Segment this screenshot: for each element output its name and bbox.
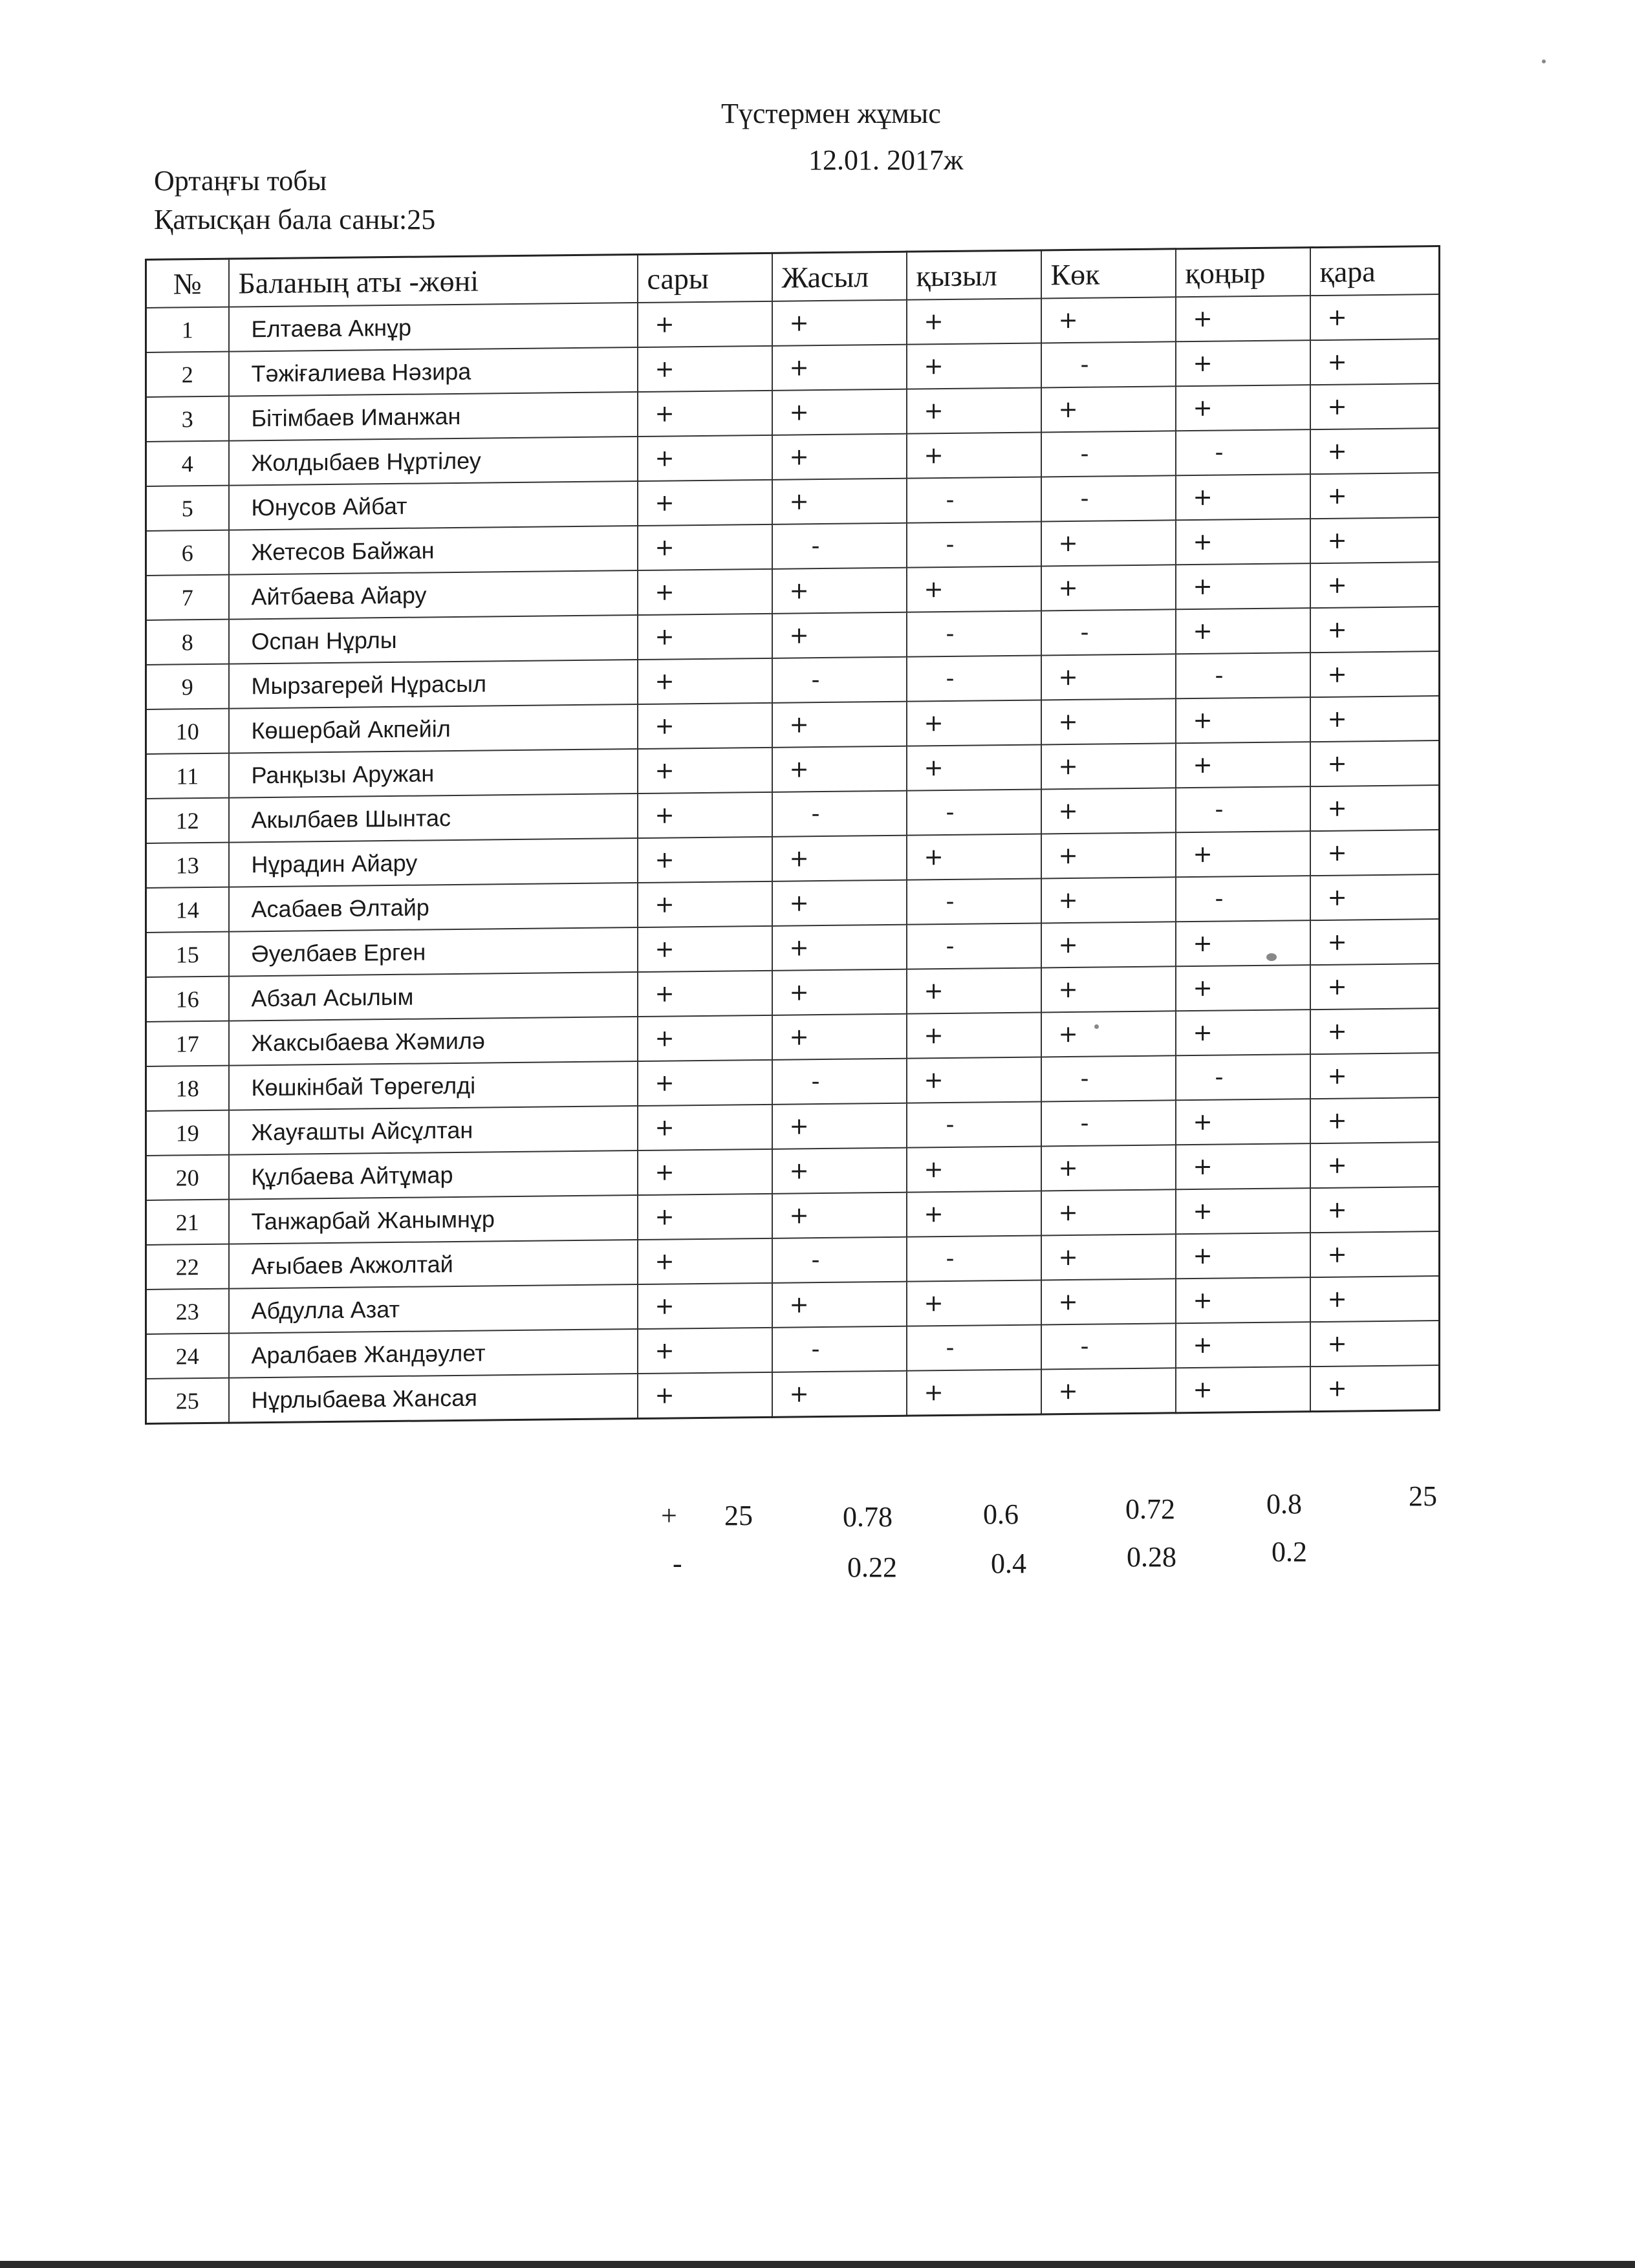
scan-bottom-edge: [0, 2261, 1635, 2268]
mark-yellow: +: [638, 703, 772, 749]
child-name: Көшкінбай Төрегелді: [229, 1061, 638, 1110]
mark-red: +: [907, 1369, 1041, 1416]
mark-yellow: +: [638, 1105, 772, 1150]
mark-green: +: [772, 1103, 907, 1149]
summary-minus-value: 0.28: [1127, 1541, 1176, 1573]
mark-green: +: [772, 1282, 907, 1328]
mark-brown: +: [1176, 831, 1310, 877]
mark-red: -: [907, 655, 1041, 701]
mark-black: +: [1310, 1321, 1440, 1366]
mark-blue: +: [1041, 654, 1176, 700]
summary-plus-value: 0.72: [1125, 1493, 1175, 1525]
mark-green: -: [772, 791, 907, 837]
child-name: Нұрадин Айару: [229, 838, 638, 887]
mark-brown: +: [1176, 1366, 1310, 1413]
row-number: 16: [146, 977, 229, 1022]
mark-red: +: [907, 700, 1041, 746]
mark-yellow: +: [638, 1015, 772, 1061]
child-name: Жауғашты Айсұлтан: [229, 1106, 638, 1155]
mark-blue: -: [1041, 609, 1176, 655]
mark-black: +: [1310, 339, 1440, 385]
mark-red: +: [907, 298, 1041, 344]
mark-yellow: +: [638, 524, 772, 570]
mark-yellow: +: [638, 435, 772, 481]
mark-black: +: [1310, 740, 1440, 786]
col-header-brown: қоңыр: [1176, 248, 1310, 297]
row-number: 19: [146, 1110, 229, 1156]
mark-brown: -: [1176, 1054, 1310, 1100]
mark-blue: +: [1041, 966, 1176, 1012]
mark-blue: +: [1041, 1145, 1176, 1191]
row-number: 20: [146, 1155, 229, 1200]
mark-green: +: [772, 702, 907, 748]
row-number: 1: [146, 307, 229, 352]
row-number: 3: [146, 396, 229, 442]
mark-red: +: [907, 1012, 1041, 1058]
mark-brown: +: [1176, 742, 1310, 788]
mark-red: -: [907, 923, 1041, 969]
mark-black: +: [1310, 1187, 1440, 1233]
mark-brown: +: [1176, 1188, 1310, 1234]
mark-blue: +: [1041, 386, 1176, 432]
col-header-number: №: [146, 259, 229, 308]
row-number: 5: [146, 486, 229, 531]
mark-black: +: [1310, 517, 1440, 563]
mark-yellow: +: [638, 658, 772, 704]
mark-brown: +: [1176, 1277, 1310, 1323]
child-name: Айтбаева Айару: [229, 570, 638, 620]
mark-green: +: [772, 1193, 907, 1238]
mark-blue: +: [1041, 877, 1176, 923]
child-name: Көшербай Акпейіл: [229, 704, 638, 753]
child-name: Елтаева Акнұр: [229, 303, 638, 352]
mark-green: +: [772, 1371, 907, 1418]
row-number: 23: [146, 1289, 229, 1334]
mark-blue: -: [1041, 1323, 1176, 1369]
mark-red: -: [907, 1235, 1041, 1281]
child-name: Танжарбай Жанымнұр: [229, 1195, 638, 1244]
mark-yellow: +: [638, 569, 772, 615]
mark-black: +: [1310, 1008, 1440, 1054]
mark-black: +: [1310, 383, 1440, 429]
child-name: Акылбаев Шынтас: [229, 794, 638, 843]
summary-plus-value: 0.8: [1266, 1488, 1302, 1520]
child-name: Аралбаев Жандәулет: [229, 1329, 638, 1378]
mark-yellow: +: [638, 1283, 772, 1329]
mark-yellow: +: [638, 1372, 772, 1419]
row-number: 17: [146, 1021, 229, 1066]
mark-brown: +: [1176, 563, 1310, 609]
mark-red: +: [907, 967, 1041, 1013]
mark-blue: +: [1041, 565, 1176, 610]
child-name: Юнусов Айбат: [229, 481, 638, 530]
group-name: Ортаңғы тобы: [154, 165, 327, 197]
child-name: Тәжіғалиева Нәзира: [229, 347, 638, 396]
col-header-name: Баланың аты -жөні: [229, 255, 638, 307]
mark-black: +: [1310, 874, 1440, 920]
mark-red: -: [907, 521, 1041, 567]
mark-yellow: +: [638, 926, 772, 972]
mark-green: -: [772, 1059, 907, 1105]
mark-green: +: [772, 1014, 907, 1060]
mark-green: -: [772, 1237, 907, 1283]
child-name: Асабаев Әлтайр: [229, 883, 638, 932]
mark-yellow: +: [638, 971, 772, 1017]
mark-blue: +: [1041, 1189, 1176, 1235]
mark-black: +: [1310, 607, 1440, 653]
child-name: Ранқызы Аружан: [229, 749, 638, 798]
mark-blue: -: [1041, 1055, 1176, 1101]
mark-blue: +: [1041, 832, 1176, 878]
summary-plus-value: 0.6: [983, 1498, 1019, 1530]
mark-yellow: +: [638, 837, 772, 883]
mark-black: +: [1310, 428, 1440, 474]
mark-green: +: [772, 612, 907, 658]
child-name: Ағыбаев Акжолтай: [229, 1240, 638, 1289]
row-number: 7: [146, 575, 229, 620]
mark-black: +: [1310, 1053, 1440, 1099]
summary-minus-value: 0.2: [1272, 1536, 1307, 1568]
mark-brown: +: [1176, 965, 1310, 1011]
mark-brown: +: [1176, 519, 1310, 565]
mark-yellow: +: [638, 301, 772, 347]
mark-green: -: [772, 657, 907, 703]
table-body: [146, 294, 1440, 1423]
mark-blue: +: [1041, 1368, 1176, 1414]
mark-red: +: [907, 1057, 1041, 1103]
mark-brown: +: [1176, 474, 1310, 520]
row-number: 12: [146, 798, 229, 843]
mark-black: +: [1310, 919, 1440, 965]
results-table-container: [145, 245, 1438, 1462]
row-number: 4: [146, 441, 229, 486]
mark-red: +: [907, 1191, 1041, 1237]
row-number: 2: [146, 352, 229, 397]
mark-blue: -: [1041, 1100, 1176, 1146]
mark-brown: +: [1176, 1322, 1310, 1368]
mark-blue: +: [1041, 1011, 1176, 1057]
mark-black: +: [1310, 294, 1440, 340]
mark-red: +: [907, 834, 1041, 880]
row-number: 22: [146, 1244, 229, 1290]
row-number: 18: [146, 1066, 229, 1111]
summary-plus-sign: +: [661, 1500, 677, 1531]
mark-green: -: [772, 523, 907, 569]
mark-brown: +: [1176, 920, 1310, 966]
row-number: 14: [146, 887, 229, 933]
mark-blue: +: [1041, 743, 1176, 789]
mark-blue: -: [1041, 431, 1176, 477]
mark-blue: +: [1041, 698, 1176, 744]
mark-red: +: [907, 566, 1041, 612]
mark-blue: +: [1041, 297, 1176, 343]
mark-yellow: +: [638, 391, 772, 437]
col-header-green: Жасыл: [772, 252, 907, 301]
mark-green: +: [772, 479, 907, 524]
mark-brown: +: [1176, 1099, 1310, 1145]
mark-black: +: [1310, 1276, 1440, 1322]
mark-brown: +: [1176, 296, 1310, 341]
mark-black: +: [1310, 1142, 1440, 1188]
mark-blue: -: [1041, 341, 1176, 387]
mark-green: +: [772, 568, 907, 614]
summary-plus-value: 25: [724, 1500, 753, 1531]
mark-brown: -: [1176, 876, 1310, 922]
mark-green: +: [772, 389, 907, 435]
mark-green: +: [772, 925, 907, 971]
mark-yellow: +: [638, 1149, 772, 1195]
mark-yellow: +: [638, 792, 772, 838]
mark-black: +: [1310, 1365, 1440, 1412]
child-name: Бітімбаев Иманжан: [229, 392, 638, 441]
mark-blue: +: [1041, 922, 1176, 967]
summary-plus-value: 25: [1409, 1480, 1437, 1512]
mark-red: -: [907, 878, 1041, 924]
scan-speck: [1094, 1024, 1099, 1029]
row-number: 13: [146, 843, 229, 888]
mark-black: +: [1310, 562, 1440, 608]
attendance-count: Қатысқан бала саны:25: [154, 204, 436, 235]
child-name: Құлбаева Айтұмар: [229, 1150, 638, 1200]
mark-brown: +: [1176, 340, 1310, 386]
mark-green: +: [772, 880, 907, 926]
mark-black: +: [1310, 785, 1440, 831]
child-name: Жетесов Байжан: [229, 526, 638, 575]
mark-black: +: [1310, 964, 1440, 1010]
mark-yellow: +: [638, 881, 772, 927]
mark-brown: +: [1176, 385, 1310, 431]
mark-yellow: +: [638, 480, 772, 526]
document-title: Түстермен жұмыс: [721, 98, 941, 129]
row-number: 11: [146, 753, 229, 799]
mark-red: -: [907, 610, 1041, 656]
mark-green: +: [772, 836, 907, 881]
summary-minus-value: 0.22: [847, 1551, 897, 1583]
child-name: Жаксыбаева Жәмилә: [229, 1017, 638, 1066]
summary-minus-value: 0.4: [991, 1548, 1026, 1579]
mark-blue: +: [1041, 1234, 1176, 1280]
mark-brown: -: [1176, 429, 1310, 475]
results-table: [145, 245, 1440, 1425]
row-number: 24: [146, 1334, 229, 1379]
mark-green: +: [772, 969, 907, 1015]
mark-blue: +: [1041, 788, 1176, 834]
mark-black: +: [1310, 830, 1440, 876]
mark-black: +: [1310, 651, 1440, 697]
mark-blue: +: [1041, 1279, 1176, 1324]
child-name: Мырзагерей Нұрасыл: [229, 660, 638, 709]
mark-green: +: [772, 746, 907, 792]
row-number: 21: [146, 1200, 229, 1245]
row-number: 15: [146, 932, 229, 977]
mark-yellow: +: [638, 1328, 772, 1374]
mark-brown: +: [1176, 697, 1310, 743]
scan-speck: [1542, 59, 1546, 63]
mark-green: +: [772, 1148, 907, 1194]
mark-red: -: [907, 477, 1041, 523]
mark-brown: -: [1176, 786, 1310, 832]
mark-green: +: [772, 300, 907, 346]
mark-red: -: [907, 1324, 1041, 1370]
col-header-black: қара: [1310, 246, 1440, 296]
mark-brown: +: [1176, 1143, 1310, 1189]
mark-red: +: [907, 387, 1041, 433]
mark-blue: +: [1041, 520, 1176, 566]
mark-black: +: [1310, 696, 1440, 742]
mark-red: +: [907, 744, 1041, 790]
mark-brown: +: [1176, 1010, 1310, 1055]
row-number: 8: [146, 620, 229, 665]
child-name: Оспан Нұрлы: [229, 615, 638, 664]
col-header-blue: Көк: [1041, 249, 1176, 299]
mark-red: +: [907, 343, 1041, 389]
mark-green: +: [772, 345, 907, 391]
mark-brown: -: [1176, 653, 1310, 698]
child-name: Абдулла Азат: [229, 1284, 638, 1334]
mark-red: -: [907, 789, 1041, 835]
col-header-red: қызыл: [907, 250, 1041, 300]
col-header-yellow: сары: [638, 253, 772, 303]
mark-red: +: [907, 1146, 1041, 1192]
mark-yellow: +: [638, 748, 772, 794]
mark-yellow: +: [638, 346, 772, 392]
summary-minus-sign: -: [673, 1548, 682, 1579]
mark-red: +: [907, 432, 1041, 478]
summary-plus-value: 0.78: [843, 1501, 893, 1533]
mark-red: -: [907, 1101, 1041, 1147]
row-number: 10: [146, 709, 229, 754]
mark-yellow: +: [638, 1060, 772, 1106]
row-number: 9: [146, 664, 229, 709]
child-name: Нұрлыбаева Жансая: [229, 1374, 638, 1423]
mark-yellow: +: [638, 614, 772, 660]
child-name: Жолдыбаев Нұртілеу: [229, 437, 638, 486]
mark-black: +: [1310, 473, 1440, 519]
mark-blue: -: [1041, 475, 1176, 521]
mark-black: +: [1310, 1231, 1440, 1277]
child-name: Абзал Асылым: [229, 972, 638, 1021]
mark-green: +: [772, 434, 907, 480]
mark-yellow: +: [638, 1238, 772, 1284]
mark-green: -: [772, 1326, 907, 1372]
child-name: Әуелбаев Ерген: [229, 927, 638, 977]
scan-speck: [1266, 953, 1277, 961]
mark-brown: +: [1176, 1233, 1310, 1279]
row-number: 6: [146, 530, 229, 576]
mark-red: +: [907, 1280, 1041, 1326]
mark-yellow: +: [638, 1194, 772, 1240]
mark-black: +: [1310, 1097, 1440, 1143]
document-date: 12.01. 2017ж: [808, 144, 964, 176]
mark-brown: +: [1176, 608, 1310, 654]
row-number: 25: [146, 1378, 229, 1424]
